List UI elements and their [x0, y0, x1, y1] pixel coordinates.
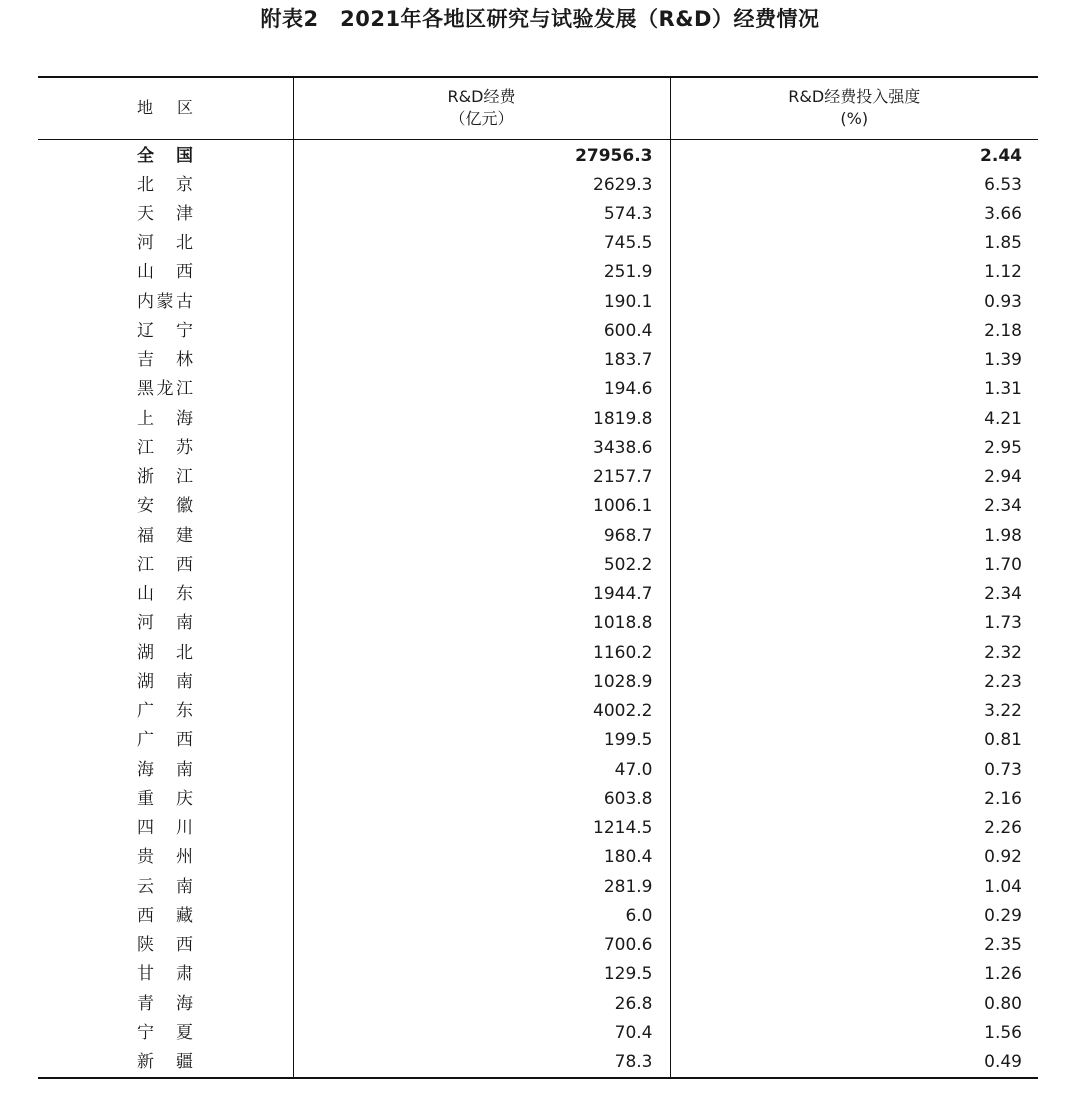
table-row: [38, 814, 1038, 843]
rd-funds-cell: 27956.3: [293, 139, 670, 171]
intensity-cell: 1.39: [984, 350, 1022, 371]
table-header-row: [38, 77, 1038, 139]
rd-funds-cell: 2629.3: [293, 171, 670, 200]
intensity-cell: 1.31: [984, 379, 1022, 400]
region-cell: 陕西: [137, 935, 193, 956]
rd-funds-cell: 78.3: [293, 1048, 670, 1078]
table-row: [38, 434, 1038, 463]
region-cell: 湖南: [137, 671, 193, 692]
region-cell: 吉林: [137, 350, 193, 371]
intensity-column-header: [670, 77, 1038, 139]
intensity-cell: 2.95: [984, 437, 1022, 458]
region-cell: 山西: [137, 262, 193, 283]
region-cell: 云南: [137, 876, 193, 897]
region-cell: 河南: [137, 613, 193, 634]
table-row: [38, 346, 1038, 375]
intensity-cell: 2.34: [984, 496, 1022, 517]
table-row: [38, 668, 1038, 697]
region-cell: 北京: [137, 174, 193, 195]
rd-funds-cell: 3438.6: [293, 434, 670, 463]
table-row: [38, 405, 1038, 434]
intensity-cell: 1.26: [984, 964, 1022, 985]
table-row: [38, 843, 1038, 872]
intensity-cell: 0.29: [984, 905, 1022, 926]
intensity-header-line2: (%): [840, 109, 869, 129]
table-row: [38, 785, 1038, 814]
intensity-cell: 0.81: [984, 730, 1022, 751]
table-row: [38, 258, 1038, 287]
region-cell: 辽宁: [137, 320, 193, 341]
table-row: [38, 960, 1038, 989]
table-row: [38, 317, 1038, 346]
region-cell: 广西: [137, 730, 193, 751]
rd-funds-cell: 502.2: [293, 551, 670, 580]
region-cell: 广东: [137, 701, 193, 722]
intensity-header-line1: R&D经费投入强度: [788, 87, 921, 107]
region-cell: 青海: [137, 993, 193, 1014]
table-row: [38, 697, 1038, 726]
region-cell: 浙江: [137, 467, 193, 488]
region-cell: 江西: [137, 554, 193, 575]
region-cell: 黑龙江: [137, 379, 193, 400]
page-title: 附表2 2021年各地区研究与试验发展（R&D）经费情况: [260, 7, 820, 31]
rd-funds-cell: 600.4: [293, 317, 670, 346]
rd-funds-cell: 1028.9: [293, 668, 670, 697]
rd-funds-cell: 47.0: [293, 756, 670, 785]
intensity-cell: 1.04: [984, 876, 1022, 897]
region-cell: 新疆: [38, 1048, 293, 1078]
region-cell: 全国: [137, 145, 193, 166]
table-row: [38, 1048, 1038, 1078]
intensity-cell: 1.70: [984, 554, 1022, 575]
rd-funds-cell: 190.1: [293, 288, 670, 317]
region-column-header: 地 区: [38, 77, 293, 139]
region-cell: 山东: [137, 584, 193, 605]
table-row: [38, 726, 1038, 755]
rd-funds-cell: 183.7: [293, 346, 670, 375]
table-row: [38, 200, 1038, 229]
region-cell: 江苏: [137, 437, 193, 458]
rd-funds-header-line2: （亿元）: [449, 109, 514, 129]
intensity-cell: 0.49: [670, 1048, 1038, 1078]
intensity-cell: 2.94: [984, 467, 1022, 488]
region-cell: 西藏: [137, 905, 193, 926]
table-row: [38, 580, 1038, 609]
intensity-cell: 2.35: [984, 935, 1022, 956]
intensity-cell: 2.34: [984, 584, 1022, 605]
intensity-cell: 1.98: [984, 525, 1022, 546]
table-row: [38, 463, 1038, 492]
table-row: [38, 873, 1038, 902]
table-row: [38, 522, 1038, 551]
intensity-cell: 4.21: [984, 408, 1022, 429]
region-cell: 内蒙古: [137, 291, 193, 312]
table-row: [38, 375, 1038, 404]
table-row: [38, 931, 1038, 960]
intensity-cell: 1.85: [984, 233, 1022, 254]
intensity-cell: 2.18: [984, 320, 1022, 341]
table-row: [38, 288, 1038, 317]
rd-funds-cell: 1160.2: [293, 639, 670, 668]
rd-funds-cell: 70.4: [293, 1019, 670, 1048]
region-cell: 宁夏: [137, 1022, 193, 1043]
intensity-cell: 0.73: [984, 759, 1022, 780]
rd-funds-header-line1: R&D经费: [447, 87, 516, 107]
rd-funds-cell: 1944.7: [293, 580, 670, 609]
rd-funds-cell: 1819.8: [293, 405, 670, 434]
intensity-cell: 2.23: [984, 671, 1022, 692]
rd-funds-cell: 199.5: [293, 726, 670, 755]
rd-expenditure-table: [38, 76, 1038, 1079]
intensity-cell: 0.92: [984, 847, 1022, 868]
rd-funds-cell: 6.0: [293, 902, 670, 931]
region-cell: 天津: [137, 203, 193, 224]
rd-funds-cell: 968.7: [293, 522, 670, 551]
region-cell: 福建: [137, 525, 193, 546]
region-cell: 上海: [137, 408, 193, 429]
intensity-cell: 2.26: [984, 818, 1022, 839]
rd-funds-cell: 1006.1: [293, 492, 670, 521]
region-cell: 贵州: [137, 847, 193, 868]
region-cell: 重庆: [137, 788, 193, 809]
table-row: [38, 1019, 1038, 1048]
rd-funds-cell: 700.6: [293, 931, 670, 960]
table-row: [38, 990, 1038, 1019]
rd-funds-column-header: [293, 77, 670, 139]
rd-funds-cell: 251.9: [293, 258, 670, 287]
intensity-cell: 1.73: [984, 613, 1022, 634]
rd-funds-cell: 574.3: [293, 200, 670, 229]
region-cell: 河北: [137, 233, 193, 254]
region-cell: 四川: [137, 818, 193, 839]
intensity-cell: 3.66: [984, 203, 1022, 224]
table-row: [38, 609, 1038, 638]
region-cell: 甘肃: [137, 964, 193, 985]
table-row: [38, 756, 1038, 785]
table-row: [38, 902, 1038, 931]
table-row: [38, 551, 1038, 580]
rd-funds-cell: 1214.5: [293, 814, 670, 843]
table-row: [38, 492, 1038, 521]
intensity-cell: 2.32: [984, 642, 1022, 663]
rd-funds-cell: 180.4: [293, 843, 670, 872]
region-cell: 湖北: [137, 642, 193, 663]
intensity-cell: 1.12: [984, 262, 1022, 283]
intensity-cell: 2.16: [984, 788, 1022, 809]
region-cell: 安徽: [137, 496, 193, 517]
intensity-cell: 0.93: [984, 291, 1022, 312]
table-row-total: [38, 139, 1038, 171]
rd-funds-cell: 194.6: [293, 375, 670, 404]
table-body: [38, 139, 1038, 1078]
rd-funds-cell: 2157.7: [293, 463, 670, 492]
rd-funds-cell: 26.8: [293, 990, 670, 1019]
intensity-cell: 6.53: [984, 174, 1022, 195]
rd-funds-cell: 1018.8: [293, 609, 670, 638]
rd-funds-cell: 129.5: [293, 960, 670, 989]
table-row: [38, 229, 1038, 258]
rd-funds-cell: 4002.2: [293, 697, 670, 726]
intensity-cell: 1.56: [984, 1022, 1022, 1043]
intensity-cell: 0.80: [984, 993, 1022, 1014]
rd-funds-cell: 281.9: [293, 873, 670, 902]
intensity-cell: 3.22: [984, 701, 1022, 722]
intensity-cell: 2.44: [980, 145, 1022, 166]
rd-funds-cell: 745.5: [293, 229, 670, 258]
table-row: [38, 639, 1038, 668]
rd-funds-cell: 603.8: [293, 785, 670, 814]
region-cell: 海南: [137, 759, 193, 780]
table-row: [38, 171, 1038, 200]
